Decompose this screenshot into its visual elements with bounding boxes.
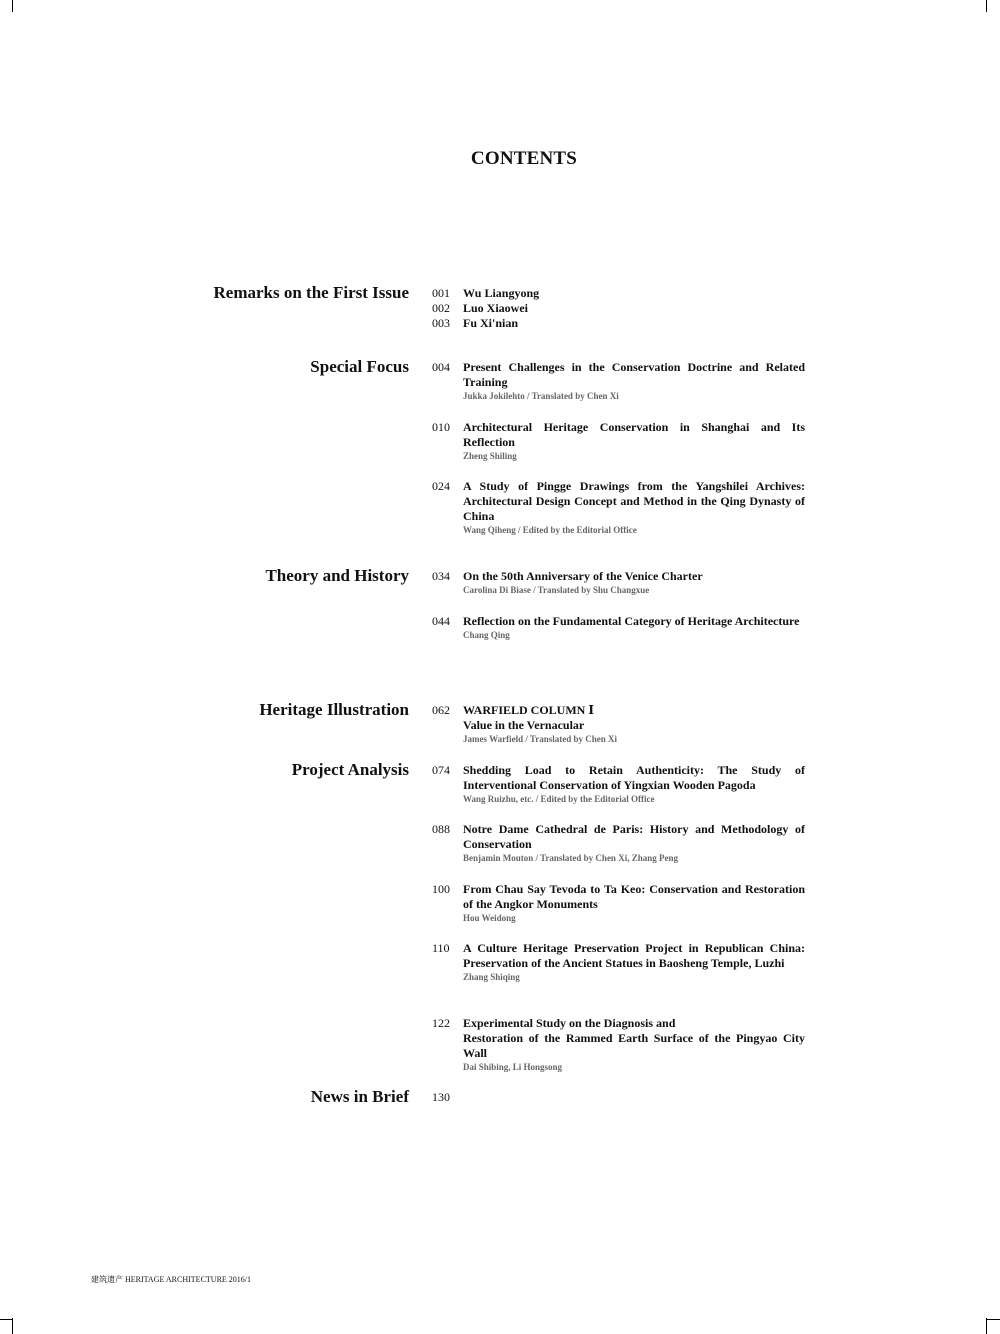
toc-entry[interactable] — [463, 941, 805, 983]
entry-page-number: 130 — [432, 1090, 450, 1104]
entry-title: Luo Xiaowei — [463, 301, 529, 315]
entry-title: Experimental Study on the Diagnosis and — [463, 1016, 676, 1030]
entry-author: Wang Ruizhu, etc. / Edited by the Editorial Office — [463, 794, 655, 804]
entry-page-number: 024 — [432, 479, 450, 493]
crop-mark-bottom-left — [12, 1318, 13, 1334]
entry-page-number: 110 — [432, 941, 450, 955]
entry-title: A Study of Pingge Drawings from the Yangshilei Archives: Architectural Design Concept and Method in the Qing Dynasty of China — [463, 479, 805, 523]
toc-entry[interactable] — [463, 763, 805, 805]
entry-page-number: 100 — [432, 882, 450, 896]
toc-entry[interactable] — [463, 301, 805, 316]
crop-mark-top-left — [12, 0, 13, 12]
entry-author: Hou Weidong — [463, 913, 516, 923]
entry-author: James Warfield / Translated by Chen Xi — [463, 734, 618, 744]
entry-page-number: 062 — [432, 703, 450, 717]
entry-title: Architectural Heritage Conservation in Shanghai and Its Reflection — [463, 420, 805, 449]
entry-author: Benjamin Mouton / Translated by Chen Xi, Zhang Peng — [463, 853, 678, 863]
section-theory-and-history: Theory and History — [265, 566, 409, 585]
page-footer: 建筑遗产 HERITAGE ARCHITECTURE 2016/1 — [91, 1275, 252, 1284]
section-project-analysis: Project Analysis — [291, 760, 409, 779]
entry-author: Jukka Jokilehto / Translated by Chen Xi — [463, 391, 619, 401]
entry-page-number: 044 — [432, 614, 450, 628]
entry-title: Present Challenges in the Conservation Doctrine and Related Training — [463, 360, 805, 389]
toc-entry[interactable] — [463, 703, 805, 745]
entry-title: From Chau Say Tevoda to Ta Keo: Conservation and Restoration of the Angkor Monuments — [463, 882, 805, 911]
entry-page-number: 001 — [432, 286, 450, 300]
crop-mark-bottom-left-h — [0, 1319, 12, 1320]
entry-page-number: 074 — [432, 763, 450, 777]
section-special-focus: Special Focus — [310, 357, 409, 376]
crop-mark-bottom-right — [986, 1318, 987, 1334]
toc-entry[interactable] — [463, 822, 805, 864]
entry-title: Reflection on the Fundamental Category of Heritage Architecture — [463, 614, 800, 628]
toc-entry[interactable] — [463, 1016, 805, 1073]
toc-entry[interactable] — [463, 614, 805, 641]
entry-page-number: 003 — [432, 316, 450, 330]
entry-title-continued: Restoration of the Rammed Earth Surface of the Pingyao City Wall — [463, 1031, 805, 1060]
toc-entry[interactable] — [463, 569, 805, 596]
entry-page-number: 034 — [432, 569, 450, 583]
toc-entry[interactable] — [463, 479, 805, 536]
section-remarks-on-the-first-issue: Remarks on the First Issue — [213, 283, 409, 302]
entry-title: WARFIELD COLUMN Ⅰ — [463, 703, 594, 717]
entry-title: Notre Dame Cathedral de Paris: History and Methodology of Conservation — [463, 822, 805, 851]
entry-title: On the 50th Anniversary of the Venice Charter — [463, 569, 703, 583]
entry-page-number: 088 — [432, 822, 450, 836]
entry-page-number: 010 — [432, 420, 450, 434]
entry-author: Dai Shibing, Li Hongsong — [463, 1062, 563, 1072]
entry-author: Wang Qiheng / Edited by the Editorial Office — [463, 525, 637, 535]
page-title: CONTENTS — [470, 148, 578, 169]
entry-page-number: 002 — [432, 301, 450, 315]
toc-entry[interactable] — [463, 360, 805, 402]
entry-title: Wu Liangyong — [463, 286, 540, 300]
toc-entry[interactable] — [463, 882, 805, 924]
toc-entry[interactable] — [463, 286, 805, 301]
entry-title: Shedding Load to Retain Authenticity: The Study of Interventional Conservation of Yingxian Wooden Pagoda — [463, 763, 805, 792]
entry-title: A Culture Heritage Preservation Project in Republican China: Preservation of the Ancient Statues in Baosheng Temple, Luzhi — [463, 941, 805, 970]
toc-entry[interactable] — [463, 316, 805, 331]
entry-page-number: 004 — [432, 360, 450, 374]
crop-mark-bottom-right-h — [987, 1319, 1000, 1320]
entry-page-number: 122 — [432, 1016, 450, 1030]
toc-entry[interactable] — [463, 420, 805, 462]
entry-author: Zheng Shiling — [463, 451, 517, 461]
section-news-in-brief: News in Brief — [310, 1087, 409, 1106]
entry-author: Carolina Di Biase / Translated by Shu Changxue — [463, 585, 650, 595]
entry-author: Zhang Shiqing — [463, 972, 520, 982]
section-heritage-illustration: Heritage Illustration — [259, 700, 409, 719]
entry-title: Fu Xi'nian — [463, 316, 519, 330]
entry-subtitle: Value in the Vernacular — [463, 718, 585, 732]
crop-mark-top-right — [986, 0, 987, 12]
entry-author: Chang Qing — [463, 630, 510, 640]
